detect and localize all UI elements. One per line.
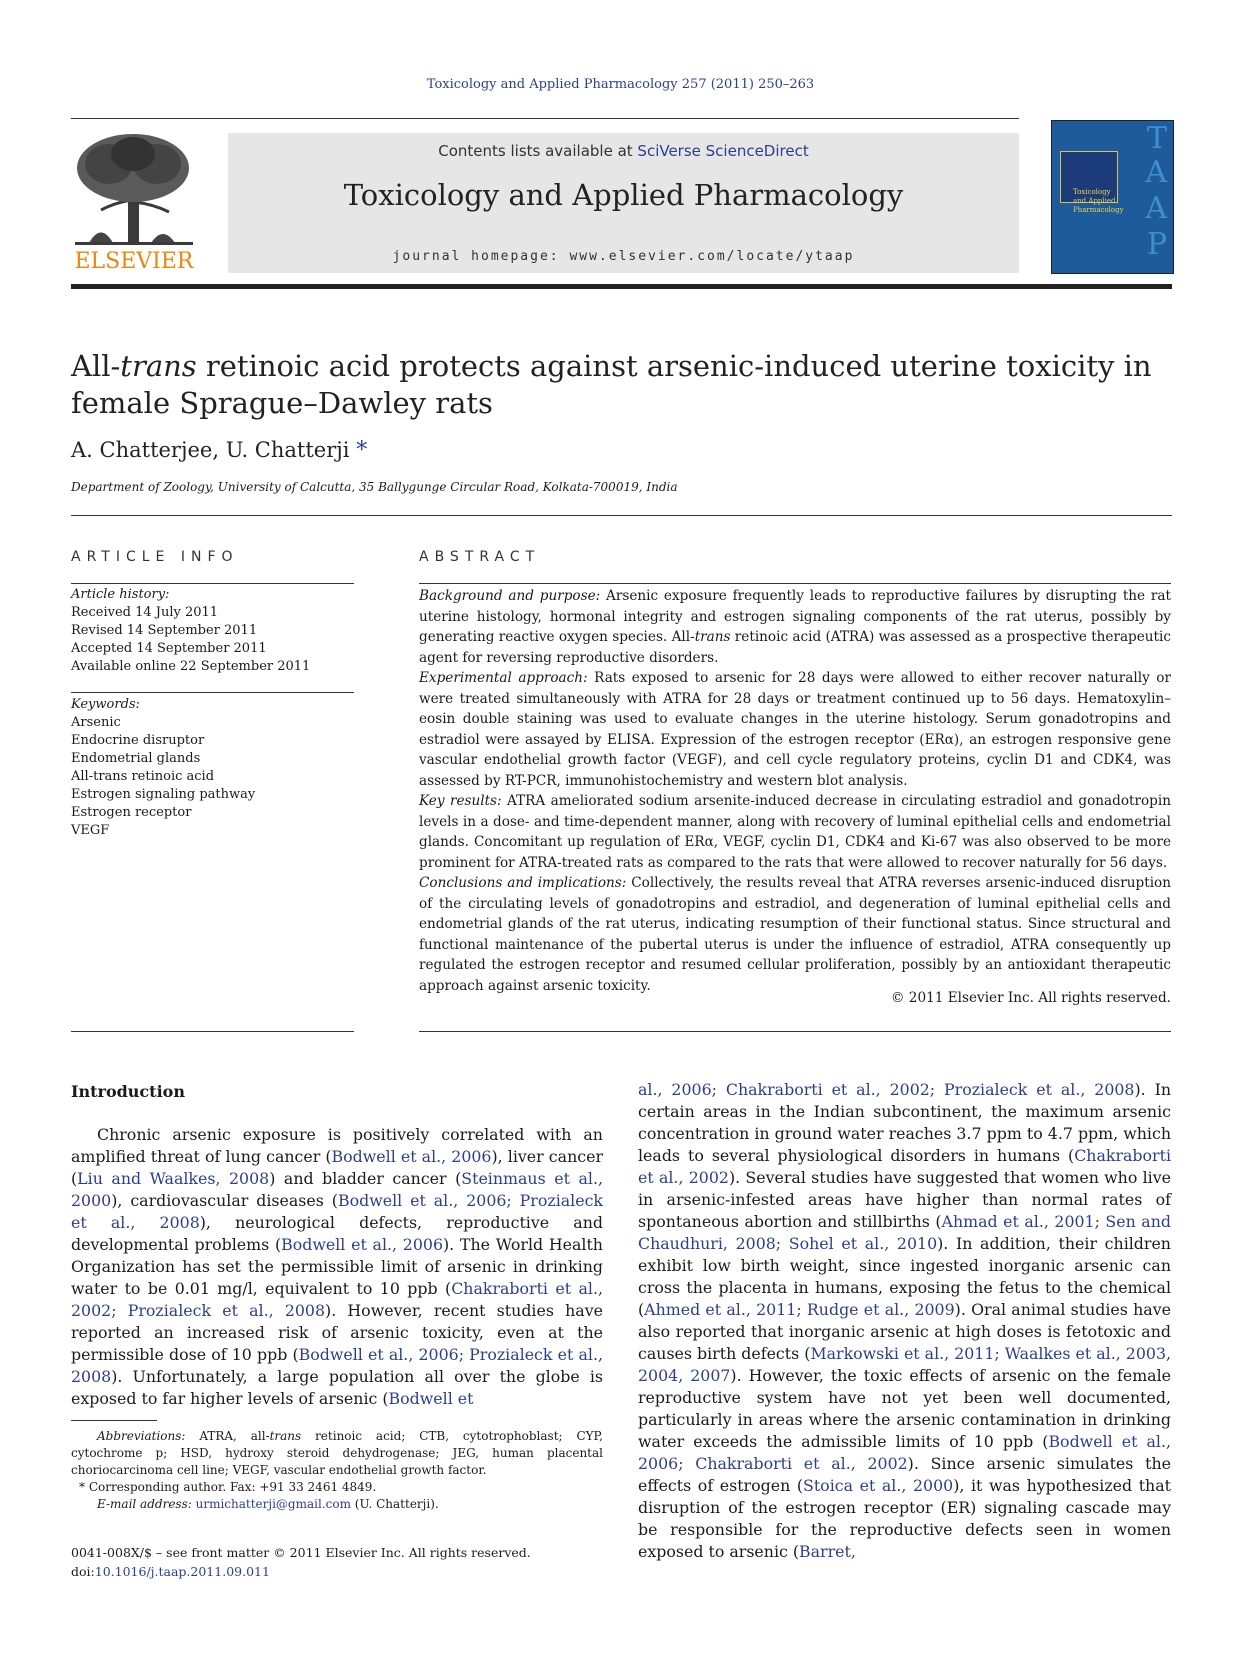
body-text: ). In certain areas in the Indian subcontinent, the maximum arsenic concentration in ground water reaches 3.7 ppm to 4.7 ppm, which leads to several physiological disorders in humans ( xyxy=(638,1080,1171,1165)
keywords-label: Keywords: xyxy=(71,697,140,712)
journal-name: Toxicology and Applied Pharmacology xyxy=(343,178,904,212)
abstract-rule xyxy=(419,1031,1171,1032)
article-authors: A. Chatterjee, U. Chatterji * xyxy=(71,438,368,463)
svg-text:ELSEVIER: ELSEVIER xyxy=(74,249,194,272)
cover-letter: A xyxy=(1145,191,1167,226)
body-text: ), cardiovascular diseases ( xyxy=(111,1191,338,1210)
abstract-label: Background and purpose: xyxy=(419,588,601,604)
footnotes xyxy=(71,1428,603,1513)
body-text: ). The World Health Organization has set the permissible limit of arsenic in drinking water to be 0.01 mg/l, equivalent to 10 ppb ( xyxy=(71,1235,603,1298)
history-label: Article history: xyxy=(71,587,170,602)
reference-link[interactable]: Bodwell et al., 2006; Prozialeck et al., 2008 xyxy=(71,1345,603,1386)
reference-link[interactable]: Markowski et al., 2011; Waalkes et al., 2003, 2004, 2007 xyxy=(638,1344,1172,1385)
reference-link[interactable]: Steinmaus et al., 2000 xyxy=(71,1169,603,1210)
keyword: Estrogen signaling pathway xyxy=(71,787,256,802)
reference-link[interactable]: Barret, xyxy=(799,1542,856,1561)
abstract-label: Conclusions and implications: xyxy=(419,875,627,891)
cover-text: Toxicology and Applied Pharmacology xyxy=(1073,188,1124,214)
body-text: ), it was hypothesized that disruption of the estrogen receptor (ER) signaling cascade may be responsible for the reproductive defects seen in women exposed to arsenic ( xyxy=(638,1476,1171,1561)
reference-link[interactable]: Chakraborti et al., 2002; Prozialeck et al., 2008 xyxy=(71,1279,603,1320)
doi-line: doi:10.1016/j.taap.2011.09.011 xyxy=(71,1564,270,1579)
reference-link[interactable]: Bodwell et al., 2006 xyxy=(331,1147,492,1166)
reference-link[interactable]: Bodwell et al., 2006; Chakraborti et al., 2002 xyxy=(638,1432,1171,1473)
abstract-rule xyxy=(419,583,1171,584)
cover-letter: A xyxy=(1145,155,1167,190)
history-item: Revised 14 September 2011 xyxy=(71,623,258,638)
reference-link[interactable]: Chakraborti et al., 2002 xyxy=(638,1146,1171,1187)
article-history xyxy=(71,586,310,676)
body-text: ). Unfortunately, a large population all over the globe is exposed to far higher levels of arsenic ( xyxy=(71,1367,603,1408)
body-text: ). However, recent studies have reported an increased risk of arsenic toxicity, even at the permissible dose of 10 ppb ( xyxy=(71,1301,603,1364)
keyword: Estrogen receptor xyxy=(71,805,192,820)
journal-cover xyxy=(1051,120,1174,274)
body-text: ), liver cancer ( xyxy=(71,1147,603,1188)
sciencedirect-link[interactable]: SciVerse ScienceDirect xyxy=(637,142,809,160)
corresponding-footnote: * Corresponding author. Fax: +91 33 2461 4849. xyxy=(79,1480,377,1494)
reference-link[interactable]: Liu and Waalkes, 2008 xyxy=(77,1169,270,1188)
front-matter-line: 0041-008X/$ – see front matter © 2011 Elsevier Inc. All rights reserved. xyxy=(71,1545,531,1560)
keyword: All-trans retinoic acid xyxy=(71,769,215,784)
contents-prefix: Contents lists available at xyxy=(438,142,638,160)
journal-homepage[interactable]: journal homepage: www.elsevier.com/locate/ytaap xyxy=(392,249,855,264)
intro-column-2 xyxy=(638,1079,1171,1563)
info-rule xyxy=(71,1031,354,1032)
body-text: ). Several studies have suggested that women who live in arsenic-infested areas have higher than normal rates of spontaneous abortion and stillbirths ( xyxy=(638,1168,1171,1231)
keyword: Endometrial glands xyxy=(71,751,201,766)
section-rule xyxy=(71,515,1172,516)
abstract-label: Experimental approach: xyxy=(419,670,588,686)
history-item: Accepted 14 September 2011 xyxy=(71,641,267,656)
body-text: ), neurological defects, reproductive and developmental problems ( xyxy=(71,1213,603,1254)
reference-link[interactable]: Bodwell et al., 2006; Prozialeck et al., 2008 xyxy=(71,1191,603,1232)
history-item: Received 14 July 2011 xyxy=(71,605,219,620)
body-text: ). In addition, their children exhibit low birth weight, since ingested inorganic arsenic can cross the placenta in humans, exposing the fetus to the chemical ( xyxy=(638,1234,1171,1319)
footnote-rule xyxy=(71,1420,157,1421)
keywords xyxy=(71,696,255,840)
body-text: Chronic arsenic exposure is positively correlated with an amplified threat of lung cancer ( xyxy=(71,1125,603,1166)
body-text: ). Oral animal studies have also reported that inorganic arsenic at high doses is fetotoxic and causes birth defects ( xyxy=(638,1300,1171,1363)
front-matter xyxy=(71,1543,531,1581)
keyword: VEGF xyxy=(71,823,110,838)
abstract-copyright: © 2011 Elsevier Inc. All rights reserved. xyxy=(890,990,1171,1006)
keyword: Arsenic xyxy=(71,715,121,730)
journal-citation: Toxicology and Applied Pharmacology 257 (2011) 250–263 xyxy=(426,77,815,92)
journal-banner xyxy=(228,133,1019,273)
header-thick-rule xyxy=(71,284,1172,289)
reference-link[interactable]: Ahmed et al., 2011; Rudge et al., 2009 xyxy=(644,1300,955,1319)
info-rule xyxy=(71,692,354,693)
doi-link[interactable]: 10.1016/j.taap.2011.09.011 xyxy=(94,1564,270,1579)
reference-link[interactable]: Stoica et al., 2000 xyxy=(803,1476,954,1495)
elsevier-tree-icon xyxy=(71,130,197,272)
reference-link[interactable]: Bodwell et xyxy=(388,1389,474,1408)
body-text: ). Since arsenic simulates the effects of estrogen ( xyxy=(638,1454,1171,1495)
keyword: Endocrine disruptor xyxy=(71,733,205,748)
reference-link[interactable]: Bodwell et al., 2006 xyxy=(281,1235,443,1254)
email-footnote: E-mail address: urmichatterji@gmail.com (U. Chatterji). xyxy=(97,1497,439,1511)
abstract-heading: ABSTRACT xyxy=(419,549,541,565)
header-rule xyxy=(71,118,1019,119)
body-text: ) and bladder cancer ( xyxy=(269,1169,462,1188)
article-info-heading: ARTICLE INFO xyxy=(71,549,239,565)
corresponding-author-mark[interactable]: * xyxy=(356,438,368,463)
cover-letter: P xyxy=(1146,227,1167,262)
introduction-heading: Introduction xyxy=(71,1082,185,1101)
reference-link[interactable]: al., 2006; Chakraborti et al., 2002; Prozialeck et al., 2008 xyxy=(638,1080,1135,1099)
abstract-label: Key results: xyxy=(419,793,502,809)
contents-line xyxy=(228,142,1019,160)
affiliation: Department of Zoology, University of Calcutta, 35 Ballygunge Circular Road, Kolkata-700019, India xyxy=(71,480,678,494)
email-link[interactable]: urmichatterji@gmail.com xyxy=(195,1497,351,1511)
history-item: Available online 22 September 2011 xyxy=(71,659,311,674)
cover-letter: T xyxy=(1146,121,1167,156)
intro-column-1 xyxy=(71,1124,603,1410)
cover-title-box xyxy=(1060,151,1124,214)
article-title: All-trans retinoic acid protects against arsenic-induced uterine toxicity in female Sprague–Dawley rats xyxy=(71,349,1152,420)
abbreviations-footnote: Abbreviations: ATRA, all-trans retinoic acid; CTB, cytotrophoblast; CYP, cytochrome p; HSD, hydroxy steroid dehydrogenase; JEG, human placental choriocarcinoma cell line; VEGF, vascular endothelial growth factor. xyxy=(71,1429,603,1477)
body-text: ). However, the toxic effects of arsenic on the female reproductive system have not yet been well documented, particularly in areas where the arsenic contamination in drinking water exceeds the admissible limits of 10 ppb ( xyxy=(638,1366,1171,1451)
reference-link[interactable]: Ahmad et al., 2001; Sen and Chaudhuri, 2008; Sohel et al., 2010 xyxy=(638,1212,1171,1253)
elsevier-logo xyxy=(71,130,197,272)
abstract-body: Background and purpose: Arsenic exposure frequently leads to reproductive failures by disrupting the rat uterine histology, hormonal integrity and estrogen signaling components of the rat uterus, possibly by generating reactive oxygen species. All-trans retinoic acid (ATRA) was assessed as a prospective therapeutic agent for reversing reproductive disorders. Experimental approach: Rats exposed to arsenic for 28 days were allowed to either recover naturally or were treated simultaneously with ATRA for 28 days or treatment continued up to 56 days. Hematoxylin–eosin double staining was used to evaluate changes in the uterine histology. Serum gonadotropins and estradiol were assayed by ELISA. Expression of the estrogen receptor (ERα), an estrogen responsive gene vascular endothelial growth factor (VEGF), and cell cycle regulatory proteins, cyclin D1 and CDK4, was assessed by RT-PCR, immunohistochemistry and western blot analysis. Key results: ATRA ameliorated sodium arsenite-induced decrease in circulating estradiol and gonadotropin levels in a dose- and time-dependent manner, along with recovery of luminal epithelial cells and endometrial glands. Concomitant up regulation of ERα, VEGF, cyclin D1, CDK4 and Ki-67 was also observed to be more prominent for ATRA-treated rats as compared to the rats that were allowed to recover naturally for 56 days. Conclusions and implications: Collectively, the results reveal that ATRA reverses arsenic-induced disruption of the circulating levels of gonadotropins and estradiol, and degeneration of luminal epithelial cells and endometrial glands of the rat uterus, indicating resumption of their functional status. Since structural and functional maintenance of the pubertal uterus is under the influence of estradiol, ATRA consequently up regulated the estrogen receptor and resumed cellular proliferation, possibly by an antioxidant therapeutic approach against arsenic toxicity. xyxy=(419,588,1171,994)
info-rule xyxy=(71,583,354,584)
